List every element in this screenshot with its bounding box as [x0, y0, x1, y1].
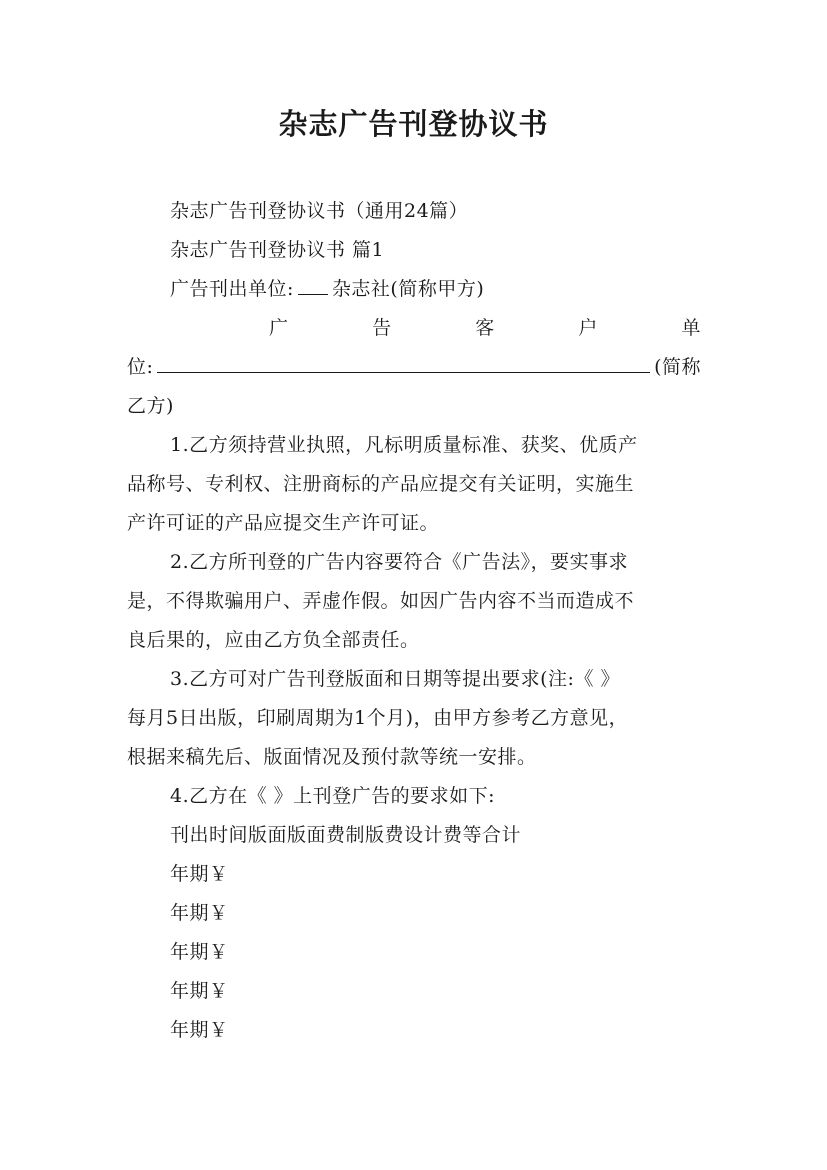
party-b-continuation: 乙方) — [127, 395, 174, 417]
clause3-line3: 根据来稿先后、版面情况及预付款等统一安排。 — [127, 746, 537, 768]
clause1-line1: 1.乙方须持营业执照，凡标明质量标准、获奖、优质产 — [170, 434, 638, 456]
clause1-line3: 产许可证的产品应提交生产许可证。 — [127, 512, 440, 534]
document-subtitle: 杂志广告刊登协议书（通用24篇） — [170, 200, 469, 222]
table-row: 年期￥ — [170, 1019, 229, 1041]
party-a-line — [170, 276, 701, 302]
table-row: 年期￥ — [170, 941, 229, 963]
section-heading: 杂志广告刊登协议书 篇1 — [170, 239, 385, 261]
party-b-char-5: 单 — [681, 317, 701, 339]
clause3-line2: 每月5日出版，印刷周期为1个月)，由甲方参考乙方意见， — [127, 707, 629, 729]
table-header: 刊出时间版面版面费制版费设计费等合计 — [170, 824, 522, 846]
table-row: 年期￥ — [170, 980, 229, 1002]
party-b-char-1: 广 — [269, 317, 289, 339]
party-b-line — [127, 354, 701, 380]
party-b-char-2: 告 — [372, 317, 392, 339]
party-b-char-3: 客 — [475, 317, 495, 339]
clause1-line2: 品称号、专利权、注册商标的产品应提交有关证明，实施生 — [127, 473, 635, 495]
clause4-line1: 4.乙方在《 》上刊登广告的要求如下: — [170, 785, 496, 807]
party-b-suffix: (简称 — [654, 356, 701, 378]
table-row: 年期￥ — [170, 863, 229, 885]
clause2-line2: 是，不得欺骗用户、弄虚作假。如因广告内容不当而造成不 — [127, 590, 635, 612]
party-b-label-end: 位: — [127, 356, 154, 378]
table-row: 年期￥ — [170, 902, 229, 924]
clause2-line1: 2.乙方所刊登的广告内容要符合《广告法》，要实事求 — [170, 551, 629, 573]
party-b-label-spread — [127, 315, 701, 341]
party-b-blank — [157, 354, 650, 373]
clause3-line1: 3.乙方可对广告刊登版面和日期等提出要求(注:《 》 — [170, 668, 620, 690]
document-title: 杂志广告刊登协议书 — [278, 107, 549, 141]
clause2-line3: 良后果的，应由乙方负全部责任。 — [127, 629, 420, 651]
party-a-blank — [298, 276, 328, 295]
party-a-label: 广告刊出单位: — [170, 278, 294, 300]
party-a-name: 杂志社(简称甲方) — [331, 278, 485, 300]
party-b-char-4: 户 — [578, 317, 598, 339]
